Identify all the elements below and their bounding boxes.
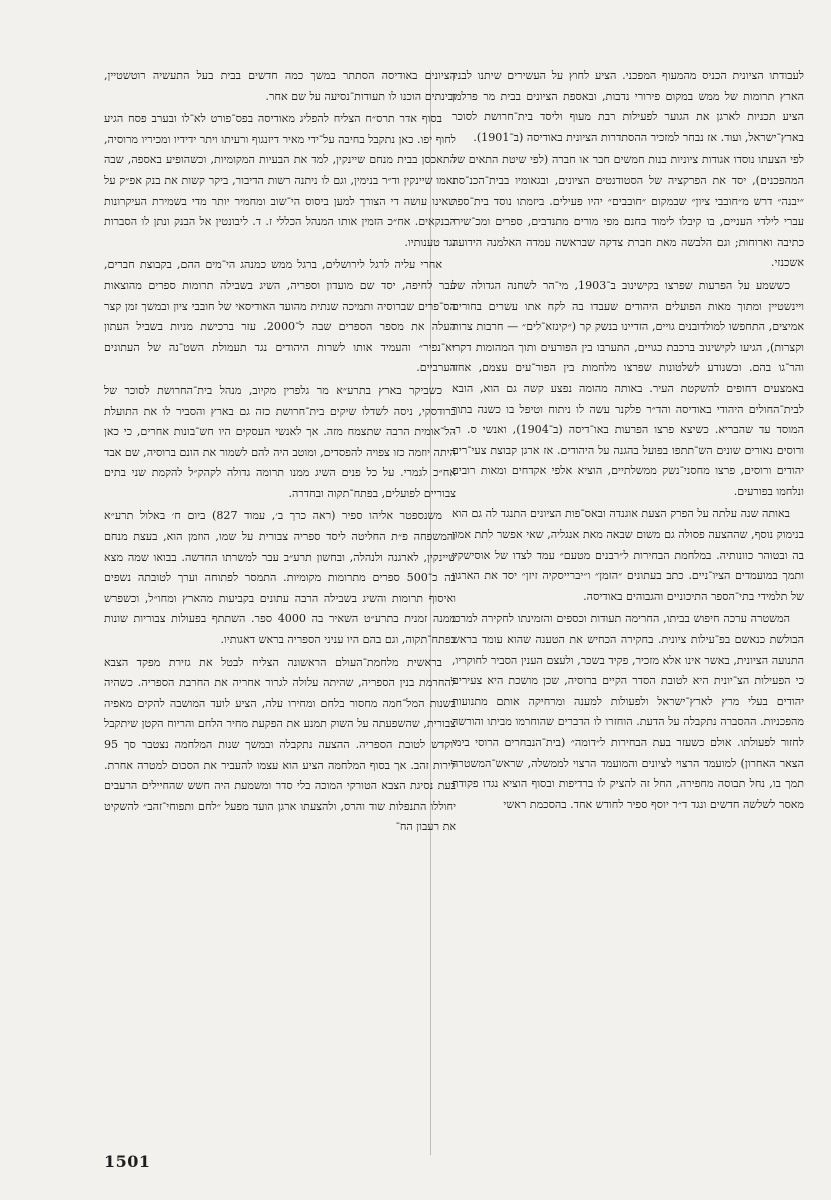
- page-number: 1501: [104, 1152, 151, 1171]
- paragraph: בראשית מלחמת־העולם הראשונה הצליח לבטל את גזירת מפקד הצבא להחרמת בנין הספריה, שהיתה עלולה לגרור אחריה את החרבת הספריה. כשהיה בשנות המל־חמה מחסור בלחם ומחירו עלה, הציע לועד המושבה להקים מאפיה צבורית, שהשפעתה על השוק תמנע את הפקעת מחיר הלחם והריוח הקטן שיתקבל יוקדש לטובת הספריה. ההצעה נתקבלה ובמשך שנות המלחמה נצטבר סך 95 לירות זהב. אך בסוף המלחמה הציע הוא עצמו להעביר את הסכום למטרה אחרת. בעת נסיגת הצבא הטורקי המוכה בלי סדר ומשמעת היה חשש שהחיילים הרעבים יחוללו התנפלות שוד והרס, ולהצעתו ארגן הועד מפעל ״לחם ותפוחי־זהב״ להשקיט את רעבון הח־: [104, 655, 456, 834]
- paragraph: לפי הצעתו נוסדו אגודות ציוניות בנות חמשים חבר או חברה (לפי שיטת התאים של המהפכנים), יסד את הפרקציה של הסטודנטים הציונים, ובגאומיו בבית־הכנ־סת ״יבנה״ דרש מ״חובבי ציון״ שבמקום ״חובבים״ יהיו פעילים. ביזמתו נוסד בית־ספר עברי לילדי העניים, בו קיבלו לימוד בחנם מפי מורים מתנדבים, ספרים ומכ־שירי כתיבה וארוחות; וגם הלבשה מאת חברת צדקה שבראשה עמדה האלמנה הידועה אשכנזי.: [452, 153, 804, 270]
- paragraph: לעבודתו הציונית הכניס מהמעוף המפכני. הציע לחוץ על העשירים שיתנו לבנין הארץ תרומות של ממש במקום פירורי נדבות, ובאספת הציונים בבית מר פרלמן הציע תכניות לארגן את הגוער לפעילות רבת מעוף וליסד בית־חרושת לסוכר בארץ־ישראל, ועוד. אז נבחר למזכיר ההסתדרות הציונית באודיסה (ב־1901).: [452, 69, 804, 144]
- paragraph: הציונים באודיסה הסתתר במשך כמה חדשים בבית בעל התעשיה רוטשטיין, ובינתים הוכנו לו תעודות־נסיעה על שם אחר.: [104, 69, 456, 103]
- paragraph: המשטרה ערכה חיפוש בביתו, החרימה תעודות וכספים והזמינתו לחקירה למרכז הבולשת כנאשם בפ־עילות ציונית. בחקירה הכחיש את הטענה שהוא עומד בראש התנועה הציונית, באשר אינו אלא מזכיר, פקיד בשכר, ולעצם הענין הסביר לחוקריו, כי הפעילות הצ־יונית היא לטובת הסדר הקיים ברוסיה, שכן מושכת היא צעירים יהודים בעלי מרץ לארץ־ישראל ולפעולות למענה ומרחיקה אותם מתנועות מהפכניות. ההסברה נתקבלה על הדעת. הוחזרו לו הדברים שהוחרמו מביתו והורשה לחזור לפעולתו. אולם כשעזר בעת הבחירות ל״דומה״ (בית־הנבחרים הרוסי בימי הצאר האחרון) למועמד הרצוי לציונים והמועמד הרצוי לממשלה, שראש־המשטרה תמך בו, נחל תבוסה מחפירה, החל זה להציק לו ברדיפות ובסוף הוציא נגדו פקודת מאסר לשלשה חדשים ונגד ד״ר יוסף ספיר לחודש אחד. בהסכמת ראשי: [452, 612, 804, 811]
- text-column-left: [104, 66, 456, 840]
- paragraph: באותה שנה עלתה על הפרק הצעת אוגנדה ובאס־פות הציונים התנגד לה גם הוא בנימוק נוסף, שההצעה פסולה גם משום שבאה מאת אנגליה, שאי אפשר לתת אמון בה ובטוהר כוונותיה. במלחמת הבחירות ל״רבנים מטעם״ עמד לצדו של אוסישקין ותמך במועמדים הציו־ניים. כתב בעתונים ״הזמן״ ו״יברייסקיה זיזן״ יסד את הארגון של תלמידי בתי־הספר התיכוניים והגבוהים באודיסה.: [452, 507, 804, 603]
- paragraph: משנספטר אליהו ספיר (ראה כרך ב׳, עמוד 827) ביום ח׳ באלול תרע״א והמשפחה פ״ת החליטה ליסד ספריה צבורית על שמו, הוזמן הוא, בעצת מנחם שיינקין, לארגנה ולנהלה, ובחשון תרע״ב עבר למשרתו החדשה. בבואו שמה מצא בה כ־500 ספרים מתרומות מקומיות. התמסר לפתוחה וערך לטובתה נשפים ואיסוף תרומות והשיג בשבילה הרבה עתונים בקביעות מהארץ ומחו״ל, וכשפרש ממנה זמנית בתרע״ט השאיר בה 4000 ספר. השתתף בפעולות צבוריות שונות בפתח־תקוה, וגם בהם היו עניני הספריה בראש דאגותיו.: [104, 509, 456, 647]
- text-column-right: [452, 66, 804, 817]
- paragraph: כשביקר בארץ בתרע״א מר גלפרין מקיוב, מנהל בית־החרושת לסוכר של ברודסקי, ניסה לשדלו שיקים בית־חרושת כזה גם בארץ והסביר לו את התועלת הל־אומית הרבה שתצמח מזה. אך לאנשי העסקים היו חש־בונות אחרים, כי כאן היתה יוזמה כזו צפויה להפסדים, ומוטב היה להם לשמור את הונם ברוסיה, שם אבד אח״כ לגמרי. על כל פנים השיג ממנו תרומה גדולה לקהק״ל להקמת שני בתים צבוריים לפועלים, בפתח־תקוה ובחדרה.: [104, 383, 456, 500]
- paragraph: בסוף אדר תרס״ח הצליח להפליג מאודיסה בפס־פורט לא־לו ובערב פסח הגיע לחוף יפו. כאן נתקבל בחיבה על־ידי מאיר דיזנגוף ורעיתו ויתר ידידיו ומכיריו מרוסיה, התאכסן בבית מנחם שיינקין, למד את הבעיות המקומיות, וכשהופיע באספה, שבה נאמו שיינקין וד״ר בנימין, וגם לו ניתנה רשות הדיבור, ביקר קשות את בנק אפ״ק על שאינו עושה די הצורך למען ביסוס הי־שוב ומחמיר יותר מדי בשמירת העיקרונות הבנקאים. אח״כ הזמין אותו המנהל הכללי ז. ד. ליבונטין אל הבנק ונתן לו הסברות נגד טענותיו.: [104, 112, 456, 249]
- paragraph: כששמע על הפרעות שפרצו בקישינוב ב־1903, מי־הר לשחנה הגדולה של ויינשטיין ומתוך מאות הפועלים היהודים שעבדו בה לקח אתו עשרים בחורים אמיצים, התחפשו למולדובנים גויים, הזדיינו בנשק קר (״קינזא־לים״ — חרבות צרות וקצרות), הגיעו לקישינוב ברכבת כגויים, התערבו בין הפורעים ותוך המהומות דקרו והר־גו בהם. וכשנודע לשלטונות שפרצו מלחמות בין הפור־עים עצמם, אחזו באמצעים דחופים להשקטת העיר. באותה מהומה נפצע קשה גם הוא, הובא לבית־החולים היהודי באודיסה והד״ר פלקנר עשה לו ניתוח וטיפל בו כשנה בתוך המוסד עד שהבריא. כשיצא פרצו הפרעות באו־דיסה (ב־1904), ואנשי ס. ר. ורוסים נאורים שונים הש־תתפו בפועל בהגנה על היהודים. אז ארגן קבוצת צעי־רים יהודים ורוסים, פרצו מחסני־נשק ממשלתיים, הוציא אלפי אקדחים ומאות רובים ונלחמו בפורעים.: [452, 278, 804, 498]
- paragraph: אחרי עליה לרגל לירושלים, ברגל ממש כמנהג הי־מים ההם, בקבוצת חברים, עבר לחיפה, יסד שם מועדון וספריה, השיג בשבילה תרומות ספרים מהוצאות הס־פרים שברוסיה ותמיכה שנתית מהועד האודיסאי של חובבי ציון ובמשך זמן קצר העלה את מספר הספרים שבה ל־2000. עזר ברכישת מניות בשביל העתון ״א־נפיר״ והעמיד אותו לשרות היהודים נגד תעמולת השט־נה של העתונים הערביים.: [104, 258, 456, 375]
